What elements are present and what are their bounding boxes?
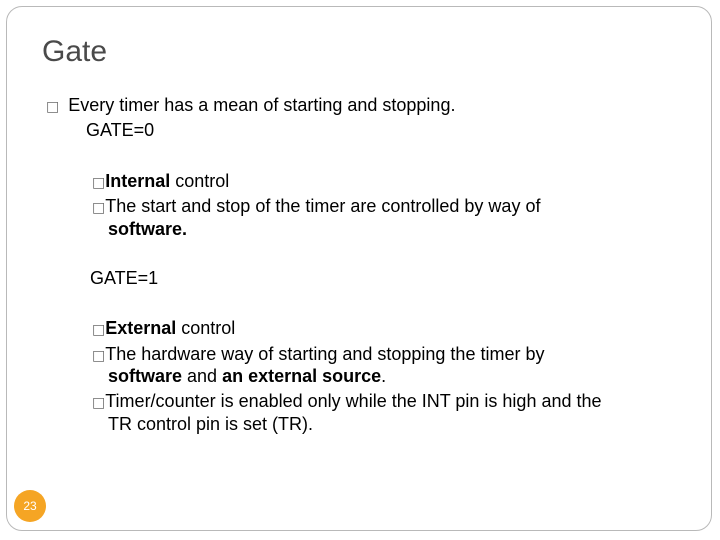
item-text: control: [176, 318, 236, 338]
intro-text: Every timer has a mean of starting and stopping.: [68, 95, 456, 115]
gate0-item-1: [92, 170, 229, 194]
gate0-label: GATE=0: [86, 120, 155, 140]
item-text: The start and stop of the timer are controlled by way of: [105, 196, 541, 216]
bullet-icon: □: [92, 175, 106, 191]
item-bold: an external source: [222, 366, 382, 386]
bullet-icon: □: [46, 99, 60, 115]
item-bold: Internal: [105, 171, 171, 191]
gate0-item-2-cont: software.: [108, 219, 188, 239]
gate1-item-2-cont: [108, 365, 386, 387]
bullet-icon: □: [92, 395, 106, 411]
slide-title: Gate: [42, 35, 108, 68]
bullet-icon: □: [92, 322, 106, 338]
page-number-badge: 23: [14, 490, 46, 522]
gate1-item-2: [92, 343, 544, 367]
item-text: The hardware way of starting and stopping the timer by: [105, 344, 545, 364]
item-text: control: [170, 171, 230, 191]
gate1-item-1: [92, 317, 235, 341]
item-bold: External: [105, 318, 177, 338]
gate1-item-3-cont: TR control pin is set (TR).: [108, 414, 314, 434]
item-bold: software: [108, 366, 183, 386]
gate0-item-2: [92, 195, 540, 219]
bullet-icon: □: [92, 200, 106, 216]
intro-bullet: [46, 94, 455, 118]
item-text: Timer/counter is enabled only while the INT pin is high and the: [105, 391, 602, 411]
item-text: and: [182, 366, 223, 386]
gate1-item-3: [92, 390, 602, 414]
item-text: .: [381, 366, 387, 386]
bullet-icon: □: [92, 348, 106, 364]
gate1-label: GATE=1: [90, 268, 159, 288]
